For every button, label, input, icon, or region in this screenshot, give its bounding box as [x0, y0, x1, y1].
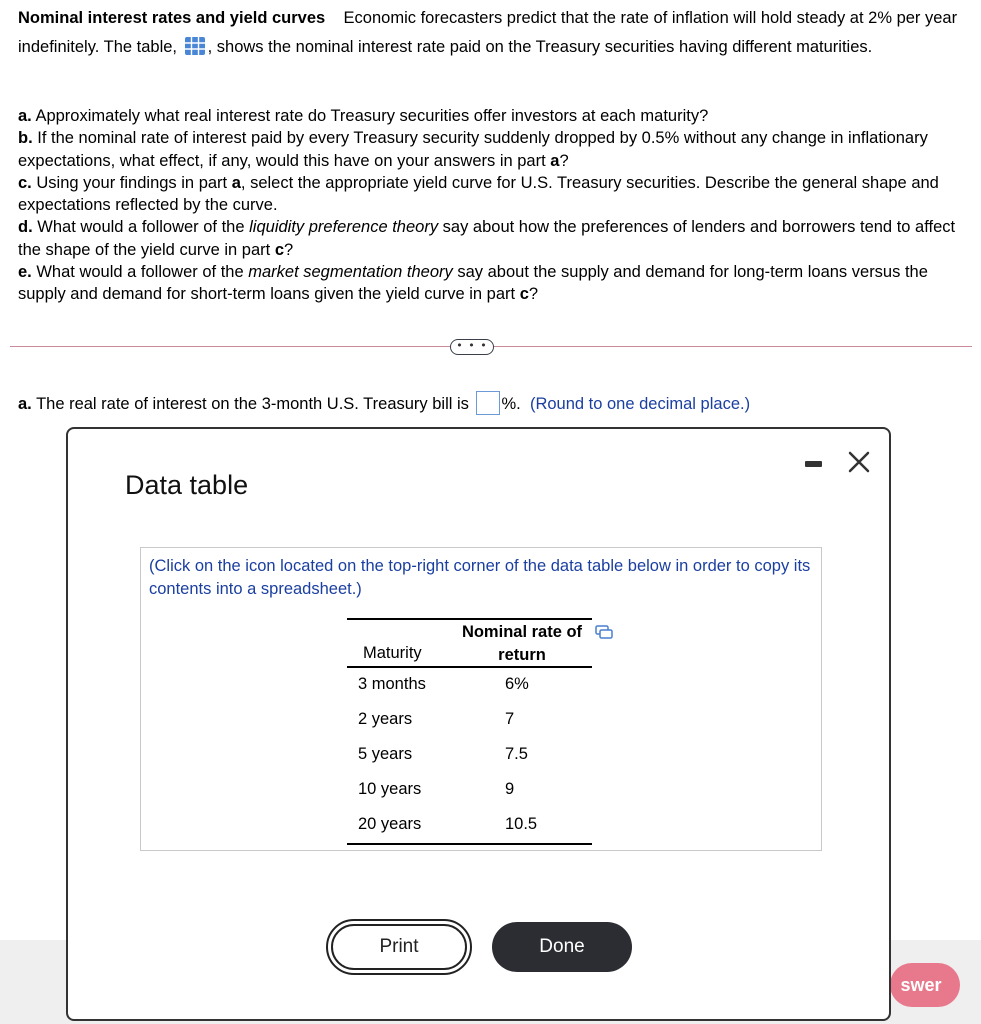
modal-title: Data table — [125, 470, 249, 500]
rounding-hint: (Round to one decimal place.) — [529, 395, 751, 413]
data-table-icon[interactable] — [184, 36, 206, 56]
copy-to-spreadsheet-icon[interactable] — [595, 625, 613, 639]
part-c: c. Using your findings in part a, select the appropriate yield curve for U.S. Treasury securities. Describe the general shape and expectations reflected by the curve. — [18, 173, 939, 215]
table-row: 20 years 10.5 — [358, 815, 538, 833]
minimize-icon[interactable] — [805, 461, 822, 467]
answer-prompt: The real rate of interest on the 3-month U.S. Treasury bill is — [36, 395, 469, 413]
expand-more-button[interactable]: • • • — [450, 339, 494, 355]
intro-text: Economic forecasters predict that the rate of inflation will hold steady at 2% per year indefinitely. The table, — [18, 9, 958, 56]
done-button[interactable]: Done — [492, 922, 632, 972]
data-table-modal — [66, 427, 891, 1021]
part-a: a. Approximately what real interest rate do Treasury securities offer investors at each maturity? — [18, 107, 709, 125]
copy-instruction: (Click on the icon located on the top-right corner of the data table below in order to copy its contents into a spreadsheet.) — [149, 557, 811, 598]
answer-input[interactable] — [476, 391, 500, 415]
answer-line — [18, 391, 750, 415]
print-button[interactable]: Print — [326, 919, 472, 975]
table-row: 5 years 7.5 — [358, 745, 528, 763]
part-e: e. What would a follower of the market segmentation theory say about the supply and demand for long-term loans versus the supply and demand for short-term loans given the yield curve in part c? — [18, 263, 928, 304]
question-title: Nominal interest rates and yield curves — [18, 9, 326, 27]
data-table-panel — [140, 547, 822, 851]
question-intro — [18, 4, 963, 62]
part-b: b. If the nominal rate of interest paid by every Treasury security suddenly dropped by 0.5% without any change in inflationary expectations, what effect, if any, would this have on your answers in part a? — [18, 129, 928, 170]
intro-text-2: , shows the nominal interest rate paid on the Treasury securities having different maturities. — [207, 38, 873, 56]
table-row: 2 years 7 — [358, 710, 515, 728]
table-row: 10 years 9 — [358, 780, 515, 798]
question-parts — [18, 105, 963, 306]
check-answer-button[interactable]: swer — [890, 963, 960, 1007]
column-header-nominal-rate: Nominal rate of return — [461, 623, 583, 664]
answer-part-label: a. — [18, 395, 32, 413]
column-header-maturity: Maturity — [363, 644, 422, 662]
table-row: 3 months 6% — [358, 675, 529, 693]
answer-unit: %. — [501, 395, 521, 413]
close-icon[interactable] — [846, 449, 872, 475]
part-d: d. What would a follower of the liquidity preference theory say about how the preferences of lenders and borrowers tend to affect the shape of the yield curve in part c? — [18, 218, 956, 259]
